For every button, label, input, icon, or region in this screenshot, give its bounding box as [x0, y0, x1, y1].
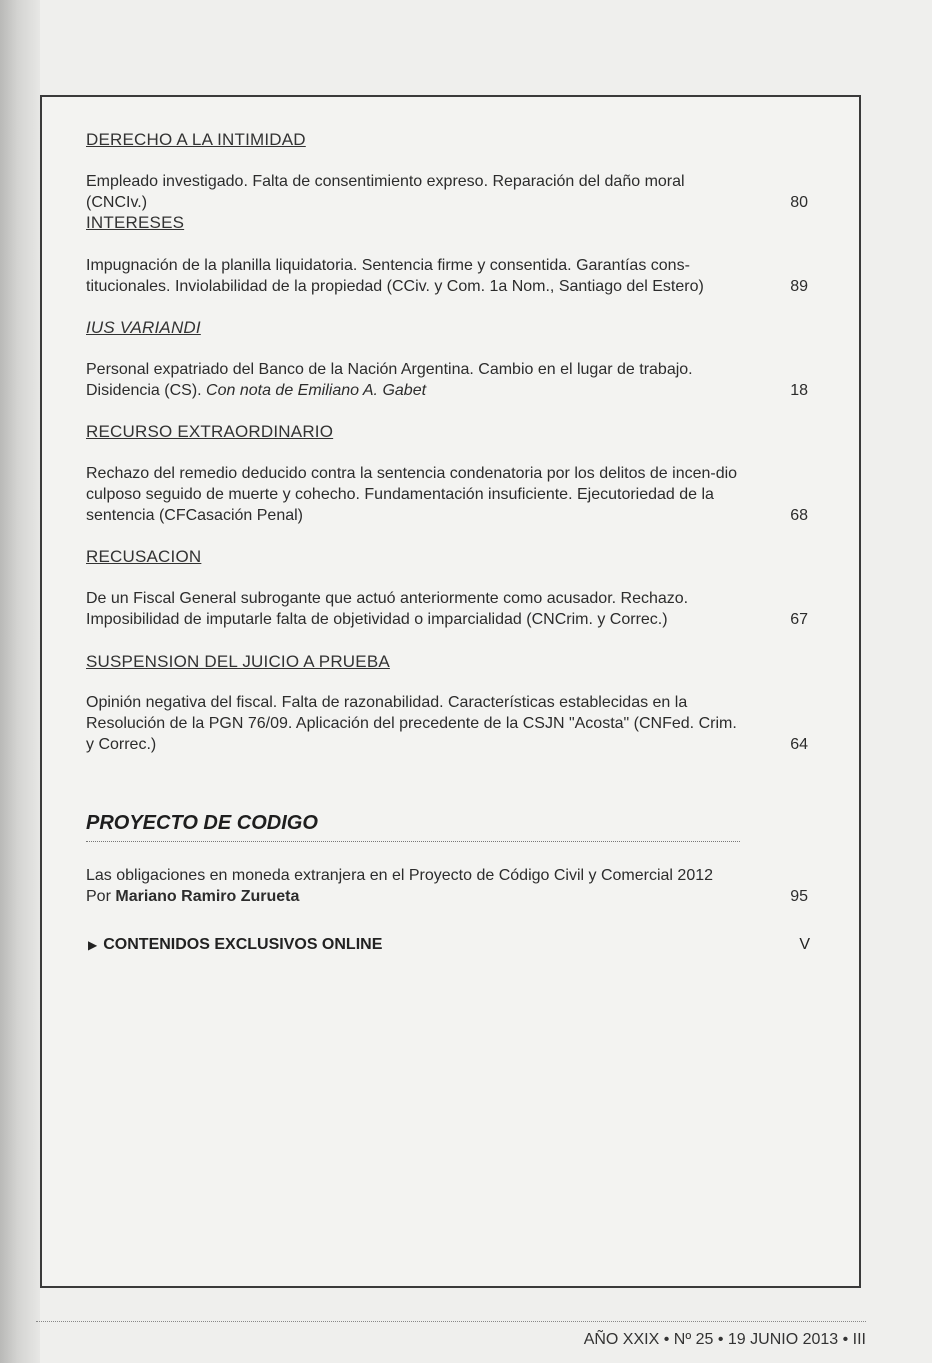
entry-text: Impugnación de la planilla liquidatoria. Sentencia firme y consentida. Garantías cons-titucionales. Inviolabilidad de la propiedad (CCiv. y Com. 1a Nom., Santiago del Estero): [86, 257, 704, 295]
proyecto-heading: PROYECTO DE CODIGO: [86, 812, 740, 842]
entry-text: Rechazo del remedio deducido contra la sentencia condenatoria por los delitos de incen-dio culposo seguido de muerte y cohecho. Fundamentación insuficiente. Ejecutoriedad de la sentencia (CFCasación Penal): [86, 465, 738, 524]
online-page-number: V: [799, 936, 810, 953]
proyecto-text: [86, 865, 746, 907]
page-footer: AÑO XXIX • Nº 25 • 19 JUNIO 2013 • III: [583, 1331, 866, 1348]
proyecto-author: Mariano Ramiro Zurueta: [115, 888, 300, 905]
entry-text: Opinión negativa del fiscal. Falta de razonabilidad. Características establecidas en la Resolución de la PGN 76/09. Aplicación del precedente de la CSJN "Acosta" (CNFed. Crim. y Correc.): [86, 694, 737, 753]
section-heading-derecho-intimidad: DERECHO A LA INTIMIDAD: [86, 130, 306, 149]
entry-page-number: 18: [790, 382, 808, 399]
section-heading-recurso-extraordinario: RECURSO EXTRAORDINARIO: [86, 422, 334, 441]
entry-page-number: 89: [790, 278, 808, 295]
online-contents-link[interactable]: [88, 936, 810, 954]
entry-page-number: 67: [790, 611, 808, 628]
proyecto-title: Las obligaciones en moneda extranjera en el Proyecto de Código Civil y Comercial 2012: [86, 867, 714, 884]
entry-page-number: 80: [790, 194, 808, 211]
entry-note: Con nota de Emiliano A. Gabet: [206, 382, 427, 399]
section-heading-intereses: INTERESES: [86, 213, 185, 232]
entry-page-number: 64: [790, 736, 808, 753]
index-entry: [86, 171, 808, 213]
section-heading-recusacion: RECUSACION: [86, 547, 202, 566]
section-heading-ius-variandi: IUS VARIANDI: [86, 318, 201, 337]
entry-main-text: Personal expatriado del Banco de la Nación Argentina. Cambio en el lugar de trabajo. Disidencia (CS).: [86, 361, 693, 399]
section-heading-suspension-juicio: SUSPENSION DEL JUICIO A PRUEBA: [86, 652, 390, 671]
entry-text: [86, 359, 746, 401]
entry-text: Empleado investigado. Falta de consentimiento expreso. Reparación del daño moral (CNCIv.): [86, 173, 685, 211]
index-entry: [86, 692, 808, 755]
index-entry: [86, 463, 808, 526]
entry-text: De un Fiscal General subrogante que actuó anteriormente como acusador. Rechazo. Imposibilidad de imputarle falta de objetividad o imparcialidad (CNCrim. y Correc.): [86, 590, 689, 628]
proyecto-page-number: 95: [790, 888, 808, 905]
footer-divider: [36, 1321, 866, 1322]
book-spine-shadow: [0, 0, 40, 1363]
proyecto-by: Por: [86, 888, 111, 905]
proyecto-entry: [86, 865, 808, 907]
entry-page-number: 68: [790, 507, 808, 524]
index-entry: [86, 255, 808, 297]
online-label: CONTENIDOS EXCLUSIVOS ONLINE: [103, 936, 383, 953]
index-entry: [86, 588, 808, 630]
index-entry: [86, 359, 808, 401]
play-arrow-icon: ▶: [88, 938, 98, 952]
